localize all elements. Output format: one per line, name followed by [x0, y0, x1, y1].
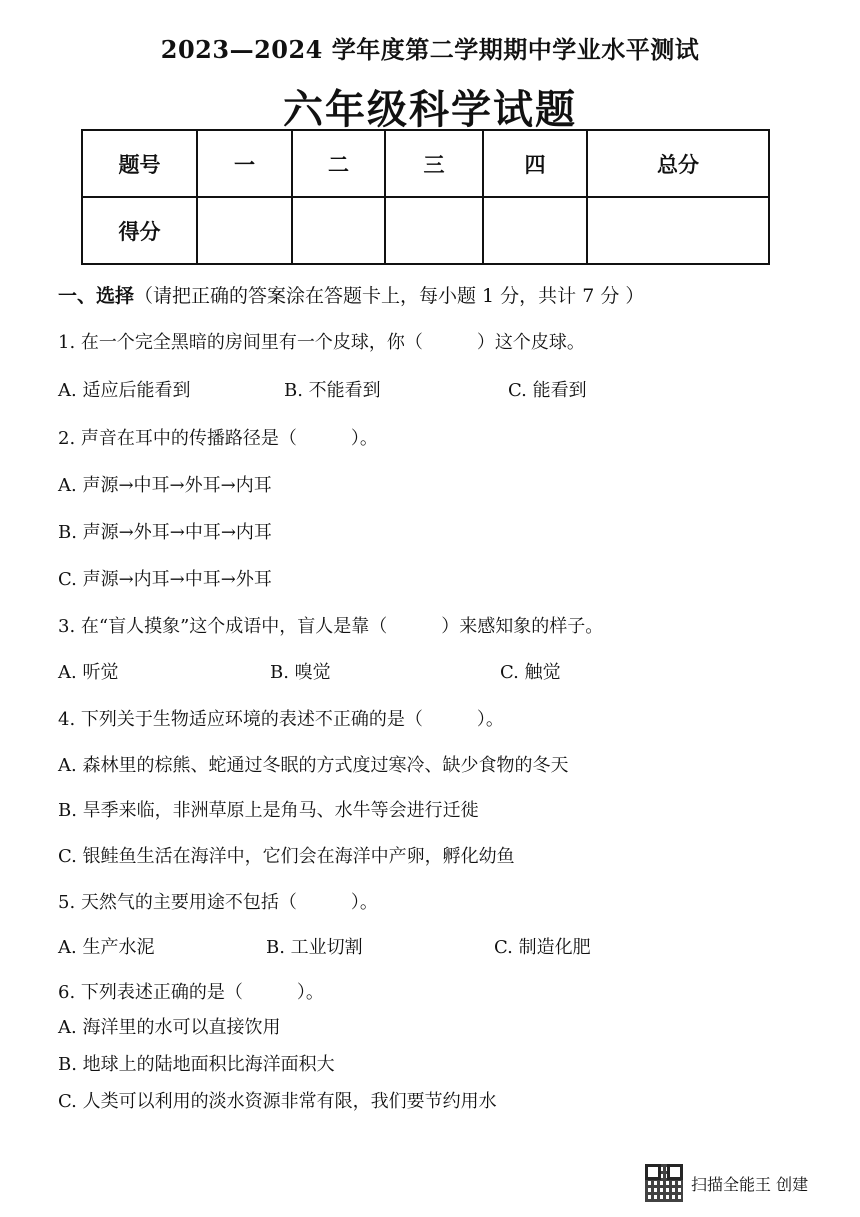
option: B. 嗅觉 — [270, 662, 331, 683]
option: A. 生产水泥 — [58, 937, 155, 958]
score-blank — [385, 197, 483, 264]
question-stem: 3. 在“盲人摸象”这个成语中，盲人是靠（ ）来感知象的样子。 — [58, 616, 604, 637]
option: B. 工业切割 — [266, 937, 363, 958]
exam-title: 六年级科学试题 — [283, 87, 577, 133]
scanner-watermark — [645, 1163, 808, 1203]
option: A. 声源→中耳→外耳→内耳 — [58, 475, 272, 496]
score-cell-part2: 二 — [292, 130, 385, 197]
score-table-score-row — [82, 197, 769, 264]
option: C. 触觉 — [500, 662, 561, 683]
option: B. 声源→外耳→中耳→内耳 — [58, 522, 272, 543]
score-cell-total: 总分 — [587, 130, 769, 197]
exam-header-line: 2023—2024 学年度第二学期期中学业水平测试 — [160, 35, 700, 64]
option-row — [58, 933, 818, 961]
watermark-text: 扫描全能王 创建 — [691, 1174, 809, 1194]
option: B. 不能看到 — [284, 380, 381, 401]
score-cell-label: 题号 — [82, 130, 197, 197]
section-label: 一、选择 — [58, 285, 135, 307]
option: A. 适应后能看到 — [58, 380, 191, 401]
score-cell-part1: 一 — [197, 130, 292, 197]
score-blank — [197, 197, 292, 264]
option-row — [58, 658, 818, 686]
option: C. 人类可以利用的淡水资源非常有限，我们要节约用水 — [58, 1091, 497, 1112]
score-cell-part3: 三 — [385, 130, 483, 197]
option-row — [58, 376, 818, 404]
option: A. 森林里的棕熊、蛇通过冬眠的方式度过寒冷、缺少食物的冬天 — [58, 755, 569, 776]
qr-code-icon — [645, 1164, 683, 1202]
score-row-label: 得分 — [82, 197, 197, 264]
option: C. 能看到 — [508, 380, 587, 401]
score-blank — [292, 197, 385, 264]
section-instruction: （请把正确的答案涂在答题卡上，每小题 1 分，共计 7 分 ） — [134, 285, 645, 307]
option: A. 海洋里的水可以直接饮用 — [58, 1017, 281, 1038]
score-table — [81, 129, 770, 265]
score-cell-part4: 四 — [483, 130, 587, 197]
question-stem: 6. 下列表述正确的是（ ）。 — [58, 982, 324, 1003]
option: B. 旱季来临，非洲草原上是角马、水牛等会进行迁徙 — [58, 800, 479, 821]
option: B. 地球上的陆地面积比海洋面积大 — [58, 1054, 335, 1075]
score-blank — [587, 197, 769, 264]
question-stem: 4. 下列关于生物适应环境的表述不正确的是（ ）。 — [58, 709, 504, 730]
score-blank — [483, 197, 587, 264]
option: C. 声源→内耳→中耳→外耳 — [58, 569, 272, 590]
option: C. 制造化肥 — [494, 937, 591, 958]
section-heading — [58, 281, 644, 308]
question-stem: 2. 声音在耳中的传播路径是（ ）。 — [58, 428, 378, 449]
score-table-header-row — [82, 130, 769, 197]
question-stem: 5. 天然气的主要用途不包括（ ）。 — [58, 892, 378, 913]
option: C. 银鲑鱼生活在海洋中，它们会在海洋中产卵，孵化幼鱼 — [58, 846, 515, 867]
option: A. 听觉 — [58, 662, 119, 683]
question-stem: 1. 在一个完全黑暗的房间里有一个皮球，你（ ）这个皮球。 — [58, 332, 585, 353]
